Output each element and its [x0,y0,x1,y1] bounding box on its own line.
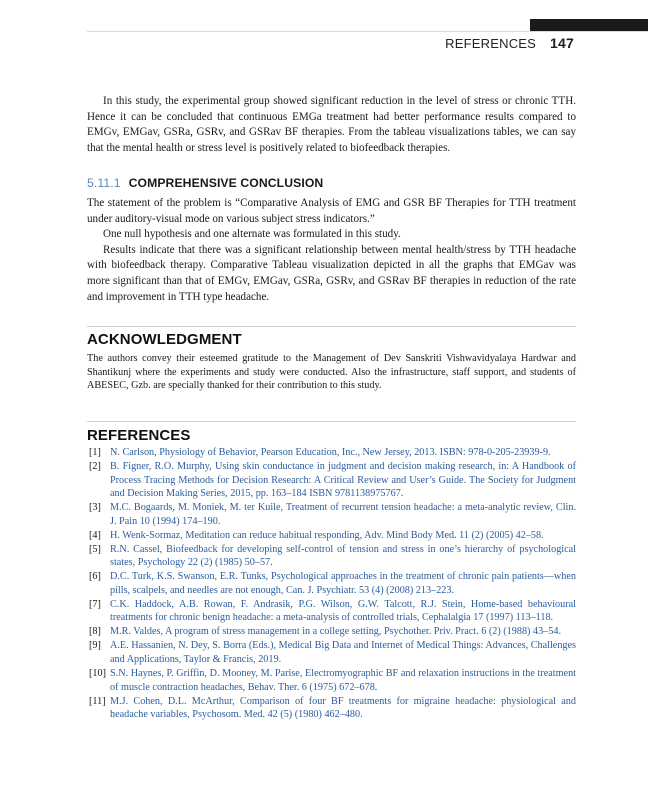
header-rule [87,31,648,32]
conclusion-section [87,196,576,305]
reference-list [87,446,576,722]
page-number: 147 [550,35,574,51]
running-title: REFERENCES [445,36,537,51]
reference-text[interactable]: B. Figner, R.O. Murphy, Using skin conductance in judgment and decision making research, in: A Handbook of Process Tracing Methods for Decision Research: A Critical Review and User’s Guide. The Society for Judgment and Decision Making Series, 2015, pp. 163–184 ISBN 9781138975767. [110,460,576,500]
reference-text[interactable]: M.R. Valdes, A program of stress management in a college setting, Psychother. Priv. Pract. 6 (2) (1988) 43–54. [110,626,562,638]
reference-text[interactable]: H. Wenk-Sormaz, Meditation can reduce habitual responding, Adv. Mind Body Med. 11 (2) (2005) 42–58. [110,529,544,541]
reference-item [87,570,576,597]
reference-text[interactable]: A.E. Hassanien, N. Dey, S. Borra (Eds.), Medical Big Data and Internet of Medical Things: Advances, Challenges and Applications, Taylor & Francis, 2019. [110,640,576,666]
reference-item [87,667,576,694]
intro-paragraph: In this study, the experimental group showed significant reduction in the level of stress or chronic TTH. Hence it can be concluded that continuous EMGa treatment had better performance results compared to EMGv, EMGav, GSRa, GSRv, and GSRav BF therapies. From the tableau visualizations tables, we can say that the mental health or stress level is positively related to biofeedback therapies. [87,95,576,154]
reference-item [87,501,576,528]
reference-text[interactable]: M.C. Bogaards, M. Moniek, M. ter Kuile, Treatment of recurrent tension headache: a meta-analytic review, Clin. J. Pain 10 (1994) 174–190. [110,502,576,527]
reference-item [87,598,576,625]
reference-text[interactable]: R.N. Cassel, Biofeedback for developing self-control of tension and stress in one’s hierarchy of psychological states, Psychology 22 (2) (1985) 50–57. [110,543,576,569]
running-head [445,35,574,51]
reference-text[interactable]: D.C. Turk, K.S. Swanson, E.R. Tunks, Psychological approaches in the treatment of chronic pain patients—when pills, scalpels, and needles are not enough, Can. J. Psychiatr. 53 (4) (2008) 213–223. [110,571,576,596]
reference-number: [10] [89,668,106,680]
reference-text[interactable]: S.N. Haynes, P. Griffin, D. Mooney, M. Parise, Electromyographic BF and relaxation instructions in the treatment of muscle contraction headaches, Behav. Ther. 6 (1975) 672–678. [110,668,576,693]
subsection-heading [87,176,323,190]
reference-text[interactable]: M.J. Cohen, D.L. McArthur, Comparison of four BF treatments for migraine headache: physiological and headache variables, Psychosom. Med. 42 (5) (1980) 462–480. [110,695,576,721]
reference-number: [11] [89,695,106,707]
reference-number: [6] [89,571,101,583]
reference-item [87,695,576,722]
reference-item [87,639,576,666]
reference-number: [5] [89,543,101,555]
header-bar-decoration [530,19,648,31]
reference-item [87,625,576,639]
reference-item [87,446,576,460]
reference-text[interactable]: N. Carlson, Physiology of Behavior, Pearson Education, Inc., New Jersey, 2013. ISBN: 978-0-205-23939-9. [110,447,551,458]
acknowledgment-paragraph: The authors convey their esteemed gratitude to the Management of Dev Sanskriti Vishwavidyalaya Hardwar and Shantikunj where the experiments and study were conducted. Also the infrastructure, staff support, and students of ABESEC, Gzb. are specially thanked for their contribution to this study. [87,353,576,392]
reference-text[interactable]: C.K. Haddock, A.B. Rowan, F. Andrasik, P.G. Wilson, G.W. Talcott, R.J. Stein, Home-based behavioural treatments for chronic benign headache: a meta-analysis of controlled trials, Cephalalgia 17 (1997) 113–118. [110,598,576,624]
acknowledgment-section [87,352,576,393]
section-divider [87,326,576,327]
conclusion-paragraph: One null hypothesis and one alternate was formulated in this study. [103,228,401,241]
subsection-number: 5.11.1 [87,176,121,190]
reference-item [87,460,576,501]
reference-number: [8] [89,626,101,638]
reference-number: [7] [89,598,101,610]
reference-number: [2] [89,460,101,472]
conclusion-paragraph: Results indicate that there was a significant relationship between mental health/stress by TTH headache with biofeedback therapy. Comparative Tableau visualization depicted in all the graphs that EMGav was more significant than that of EMGv, EMGav, GSRa, GSRv, and GSRav BF therapies in reduction of the rate and improvement in TTH type headache. [87,243,576,303]
intro-section [87,94,576,156]
reference-number: [4] [89,529,101,541]
reference-number: [3] [89,502,101,514]
reference-item [87,529,576,543]
reference-number: [9] [89,640,101,652]
references-heading: REFERENCES [87,427,191,444]
acknowledgment-heading: ACKNOWLEDGMENT [87,331,242,348]
reference-number: [1] [89,447,101,458]
subsection-title: COMPREHENSIVE CONCLUSION [128,176,324,190]
section-divider [87,421,576,422]
conclusion-paragraph: The statement of the problem is “Comparative Analysis of EMG and GSR BF Therapies for TTH treatment under auditory-visual mode on various subject stress indicators.” [87,197,576,225]
reference-item [87,543,576,570]
